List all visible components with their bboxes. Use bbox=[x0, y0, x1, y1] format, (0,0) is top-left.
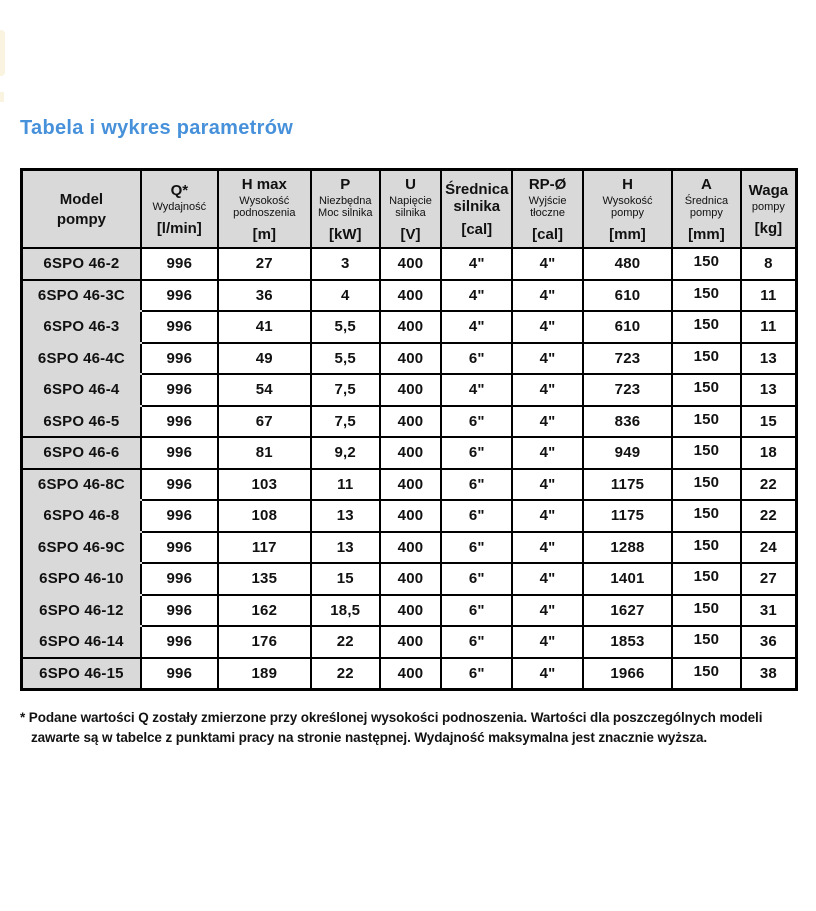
header-symbol: RP-Ø bbox=[528, 176, 567, 193]
value-cell: 162 bbox=[218, 595, 311, 627]
value-cell: 1288 bbox=[583, 532, 672, 564]
value-cell: 610 bbox=[583, 311, 672, 343]
table-row bbox=[22, 374, 797, 406]
model-cell: 6SPO 46-8C bbox=[22, 469, 141, 501]
value-cell: 836 bbox=[583, 406, 672, 438]
header-cell bbox=[380, 170, 442, 249]
value-cell: 8 bbox=[741, 248, 797, 280]
header-symbol: H max bbox=[241, 176, 287, 193]
value-cell: 150 bbox=[672, 374, 741, 406]
value-cell: 176 bbox=[218, 626, 311, 658]
model-cell: 6SPO 46-12 bbox=[22, 595, 141, 627]
value-cell: 31 bbox=[741, 595, 797, 627]
table-header bbox=[22, 170, 797, 249]
value-cell: 723 bbox=[583, 374, 672, 406]
table-row bbox=[22, 248, 797, 280]
value-cell: 4" bbox=[512, 626, 583, 658]
header-cell bbox=[441, 170, 512, 249]
table-row bbox=[22, 311, 797, 343]
value-cell: 400 bbox=[380, 280, 442, 312]
header-unit: [kg] bbox=[754, 219, 783, 237]
value-cell: 996 bbox=[141, 469, 218, 501]
value-cell: 11 bbox=[741, 311, 797, 343]
footnote: * Podane wartości Q zostały zmierzone przy określonej wysokości podnoszenia. Wartości dla poszczególnych modeli zawarte są w tabelce z punktami pracy na stronie następnej. Wydajność maksymalna jest znacznie wyższa. bbox=[20, 709, 763, 745]
value-cell: 81 bbox=[218, 437, 311, 469]
value-cell: 24 bbox=[741, 532, 797, 564]
value-cell: 150 bbox=[672, 500, 741, 532]
value-cell: 49 bbox=[218, 343, 311, 375]
header-cell-model bbox=[22, 170, 141, 249]
value-cell: 4" bbox=[512, 406, 583, 438]
value-cell: 4 bbox=[311, 280, 380, 312]
value-cell: 22 bbox=[741, 500, 797, 532]
value-cell: 4" bbox=[512, 532, 583, 564]
value-cell: 150 bbox=[672, 563, 741, 595]
value-cell: 150 bbox=[672, 595, 741, 627]
value-cell: 4" bbox=[441, 374, 512, 406]
value-cell: 4" bbox=[512, 500, 583, 532]
value-cell: 11 bbox=[311, 469, 380, 501]
model-header-line2: pompy bbox=[56, 210, 107, 228]
value-cell: 150 bbox=[672, 406, 741, 438]
value-cell: 36 bbox=[741, 626, 797, 658]
value-cell: 400 bbox=[380, 563, 442, 595]
value-cell: 22 bbox=[311, 626, 380, 658]
value-cell: 6" bbox=[441, 563, 512, 595]
value-cell: 18,5 bbox=[311, 595, 380, 627]
value-cell: 13 bbox=[311, 500, 380, 532]
header-row bbox=[22, 170, 797, 249]
value-cell: 400 bbox=[380, 500, 442, 532]
header-cell bbox=[311, 170, 380, 249]
header-unit: [mm] bbox=[609, 226, 646, 244]
header-symbol: A bbox=[700, 176, 712, 193]
value-cell: 150 bbox=[672, 658, 741, 690]
value-cell: 150 bbox=[672, 280, 741, 312]
value-cell: 150 bbox=[672, 311, 741, 343]
header-symbol: H bbox=[622, 176, 633, 193]
header-cell bbox=[741, 170, 797, 249]
header-label: Wysokość podnoszenia bbox=[233, 194, 296, 220]
value-cell: 13 bbox=[311, 532, 380, 564]
value-cell: 949 bbox=[583, 437, 672, 469]
value-cell: 996 bbox=[141, 248, 218, 280]
value-cell: 996 bbox=[141, 532, 218, 564]
value-cell: 67 bbox=[218, 406, 311, 438]
header-symbol: U bbox=[405, 176, 416, 193]
value-cell: 400 bbox=[380, 311, 442, 343]
value-cell: 150 bbox=[672, 469, 741, 501]
header-unit: [m] bbox=[252, 226, 276, 244]
value-cell: 18 bbox=[741, 437, 797, 469]
value-cell: 7,5 bbox=[311, 374, 380, 406]
table-row bbox=[22, 469, 797, 501]
value-cell: 996 bbox=[141, 626, 218, 658]
value-cell: 6" bbox=[441, 406, 512, 438]
value-cell: 996 bbox=[141, 500, 218, 532]
table-body bbox=[22, 248, 797, 689]
table-row bbox=[22, 563, 797, 595]
model-cell: 6SPO 46-2 bbox=[22, 248, 141, 280]
value-cell: 4" bbox=[512, 469, 583, 501]
model-cell: 6SPO 46-3C bbox=[22, 280, 141, 312]
value-cell: 15 bbox=[311, 563, 380, 595]
parameters-table bbox=[20, 168, 798, 691]
value-cell: 400 bbox=[380, 406, 442, 438]
header-label: pompy bbox=[751, 201, 785, 214]
value-cell: 400 bbox=[380, 626, 442, 658]
header-label: Niezbędna Moc silnika bbox=[318, 194, 373, 220]
value-cell: 4" bbox=[512, 437, 583, 469]
table-row bbox=[22, 658, 797, 690]
value-cell: 150 bbox=[672, 532, 741, 564]
value-cell: 4" bbox=[441, 280, 512, 312]
value-cell: 400 bbox=[380, 469, 442, 501]
value-cell: 150 bbox=[672, 437, 741, 469]
value-cell: 4" bbox=[512, 595, 583, 627]
model-header-line1: Model bbox=[59, 191, 104, 209]
header-unit: [cal] bbox=[461, 221, 493, 239]
value-cell: 400 bbox=[380, 658, 442, 690]
table-row bbox=[22, 343, 797, 375]
value-cell: 4" bbox=[512, 311, 583, 343]
value-cell: 400 bbox=[380, 248, 442, 280]
value-cell: 27 bbox=[741, 563, 797, 595]
header-symbol: Waga bbox=[748, 182, 789, 200]
header-unit: [l/min] bbox=[156, 219, 202, 237]
value-cell: 996 bbox=[141, 343, 218, 375]
value-cell: 996 bbox=[141, 658, 218, 690]
header-cell bbox=[218, 170, 311, 249]
value-cell: 15 bbox=[741, 406, 797, 438]
value-cell: 4" bbox=[512, 280, 583, 312]
value-cell: 1401 bbox=[583, 563, 672, 595]
header-cell bbox=[583, 170, 672, 249]
value-cell: 4" bbox=[512, 563, 583, 595]
value-cell: 480 bbox=[583, 248, 672, 280]
header-cell bbox=[512, 170, 583, 249]
value-cell: 6" bbox=[441, 437, 512, 469]
header-label: Wydajność bbox=[152, 201, 207, 214]
value-cell: 6" bbox=[441, 658, 512, 690]
model-cell: 6SPO 46-5 bbox=[22, 406, 141, 438]
value-cell: 996 bbox=[141, 563, 218, 595]
value-cell: 36 bbox=[218, 280, 311, 312]
model-cell: 6SPO 46-4 bbox=[22, 374, 141, 406]
value-cell: 5,5 bbox=[311, 343, 380, 375]
header-label: Napięcie silnika bbox=[389, 194, 432, 220]
value-cell: 108 bbox=[218, 500, 311, 532]
header-symbol: Średnica silnika bbox=[445, 180, 509, 215]
value-cell: 996 bbox=[141, 406, 218, 438]
header-cell bbox=[672, 170, 741, 249]
value-cell: 41 bbox=[218, 311, 311, 343]
value-cell: 1627 bbox=[583, 595, 672, 627]
value-cell: 4" bbox=[441, 311, 512, 343]
model-cell: 6SPO 46-15 bbox=[22, 658, 141, 690]
header-unit: [mm] bbox=[688, 226, 725, 244]
value-cell: 400 bbox=[380, 532, 442, 564]
page-edge-artifact bbox=[0, 30, 5, 76]
value-cell: 6" bbox=[441, 469, 512, 501]
value-cell: 22 bbox=[311, 658, 380, 690]
value-cell: 6" bbox=[441, 626, 512, 658]
value-cell: 1175 bbox=[583, 469, 672, 501]
value-cell: 4" bbox=[441, 248, 512, 280]
model-cell: 6SPO 46-4C bbox=[22, 343, 141, 375]
value-cell: 996 bbox=[141, 595, 218, 627]
value-cell: 1966 bbox=[583, 658, 672, 690]
header-cell bbox=[141, 170, 218, 249]
model-cell: 6SPO 46-10 bbox=[22, 563, 141, 595]
value-cell: 6" bbox=[441, 343, 512, 375]
model-cell: 6SPO 46-14 bbox=[22, 626, 141, 658]
value-cell: 189 bbox=[218, 658, 311, 690]
header-symbol: Q* bbox=[170, 182, 189, 200]
value-cell: 996 bbox=[141, 311, 218, 343]
value-cell: 400 bbox=[380, 595, 442, 627]
header-unit: [cal] bbox=[532, 226, 563, 244]
value-cell: 150 bbox=[672, 626, 741, 658]
table-row bbox=[22, 626, 797, 658]
value-cell: 400 bbox=[380, 437, 442, 469]
value-cell: 135 bbox=[218, 563, 311, 595]
model-cell: 6SPO 46-3 bbox=[22, 311, 141, 343]
value-cell: 13 bbox=[741, 374, 797, 406]
model-cell: 6SPO 46-8 bbox=[22, 500, 141, 532]
value-cell: 996 bbox=[141, 374, 218, 406]
value-cell: 117 bbox=[218, 532, 311, 564]
value-cell: 103 bbox=[218, 469, 311, 501]
value-cell: 22 bbox=[741, 469, 797, 501]
table-row bbox=[22, 595, 797, 627]
value-cell: 4" bbox=[512, 343, 583, 375]
value-cell: 400 bbox=[380, 374, 442, 406]
value-cell: 4" bbox=[512, 658, 583, 690]
value-cell: 723 bbox=[583, 343, 672, 375]
table-row bbox=[22, 280, 797, 312]
header-symbol: P bbox=[340, 176, 351, 193]
model-cell: 6SPO 46-9C bbox=[22, 532, 141, 564]
header-label: Średnica pompy bbox=[684, 194, 729, 220]
header-label: Wysokość pompy bbox=[602, 194, 653, 220]
value-cell: 11 bbox=[741, 280, 797, 312]
value-cell: 996 bbox=[141, 280, 218, 312]
value-cell: 610 bbox=[583, 280, 672, 312]
value-cell: 400 bbox=[380, 343, 442, 375]
model-cell: 6SPO 46-6 bbox=[22, 437, 141, 469]
table-row bbox=[22, 437, 797, 469]
table-row bbox=[22, 532, 797, 564]
value-cell: 996 bbox=[141, 437, 218, 469]
value-cell: 150 bbox=[672, 248, 741, 280]
value-cell: 4" bbox=[512, 248, 583, 280]
header-label: Wyjście tłoczne bbox=[528, 194, 567, 220]
value-cell: 9,2 bbox=[311, 437, 380, 469]
header-unit: [kW] bbox=[328, 226, 362, 244]
page-title: Tabela i wykres parametrów bbox=[20, 117, 294, 139]
value-cell: 13 bbox=[741, 343, 797, 375]
table-row bbox=[22, 406, 797, 438]
value-cell: 6" bbox=[441, 500, 512, 532]
value-cell: 54 bbox=[218, 374, 311, 406]
value-cell: 7,5 bbox=[311, 406, 380, 438]
value-cell: 6" bbox=[441, 532, 512, 564]
value-cell: 150 bbox=[672, 343, 741, 375]
value-cell: 5,5 bbox=[311, 311, 380, 343]
value-cell: 27 bbox=[218, 248, 311, 280]
value-cell: 1175 bbox=[583, 500, 672, 532]
table-row bbox=[22, 500, 797, 532]
value-cell: 4" bbox=[512, 374, 583, 406]
value-cell: 38 bbox=[741, 658, 797, 690]
header-unit: [V] bbox=[400, 226, 421, 244]
value-cell: 6" bbox=[441, 595, 512, 627]
value-cell: 3 bbox=[311, 248, 380, 280]
value-cell: 1853 bbox=[583, 626, 672, 658]
